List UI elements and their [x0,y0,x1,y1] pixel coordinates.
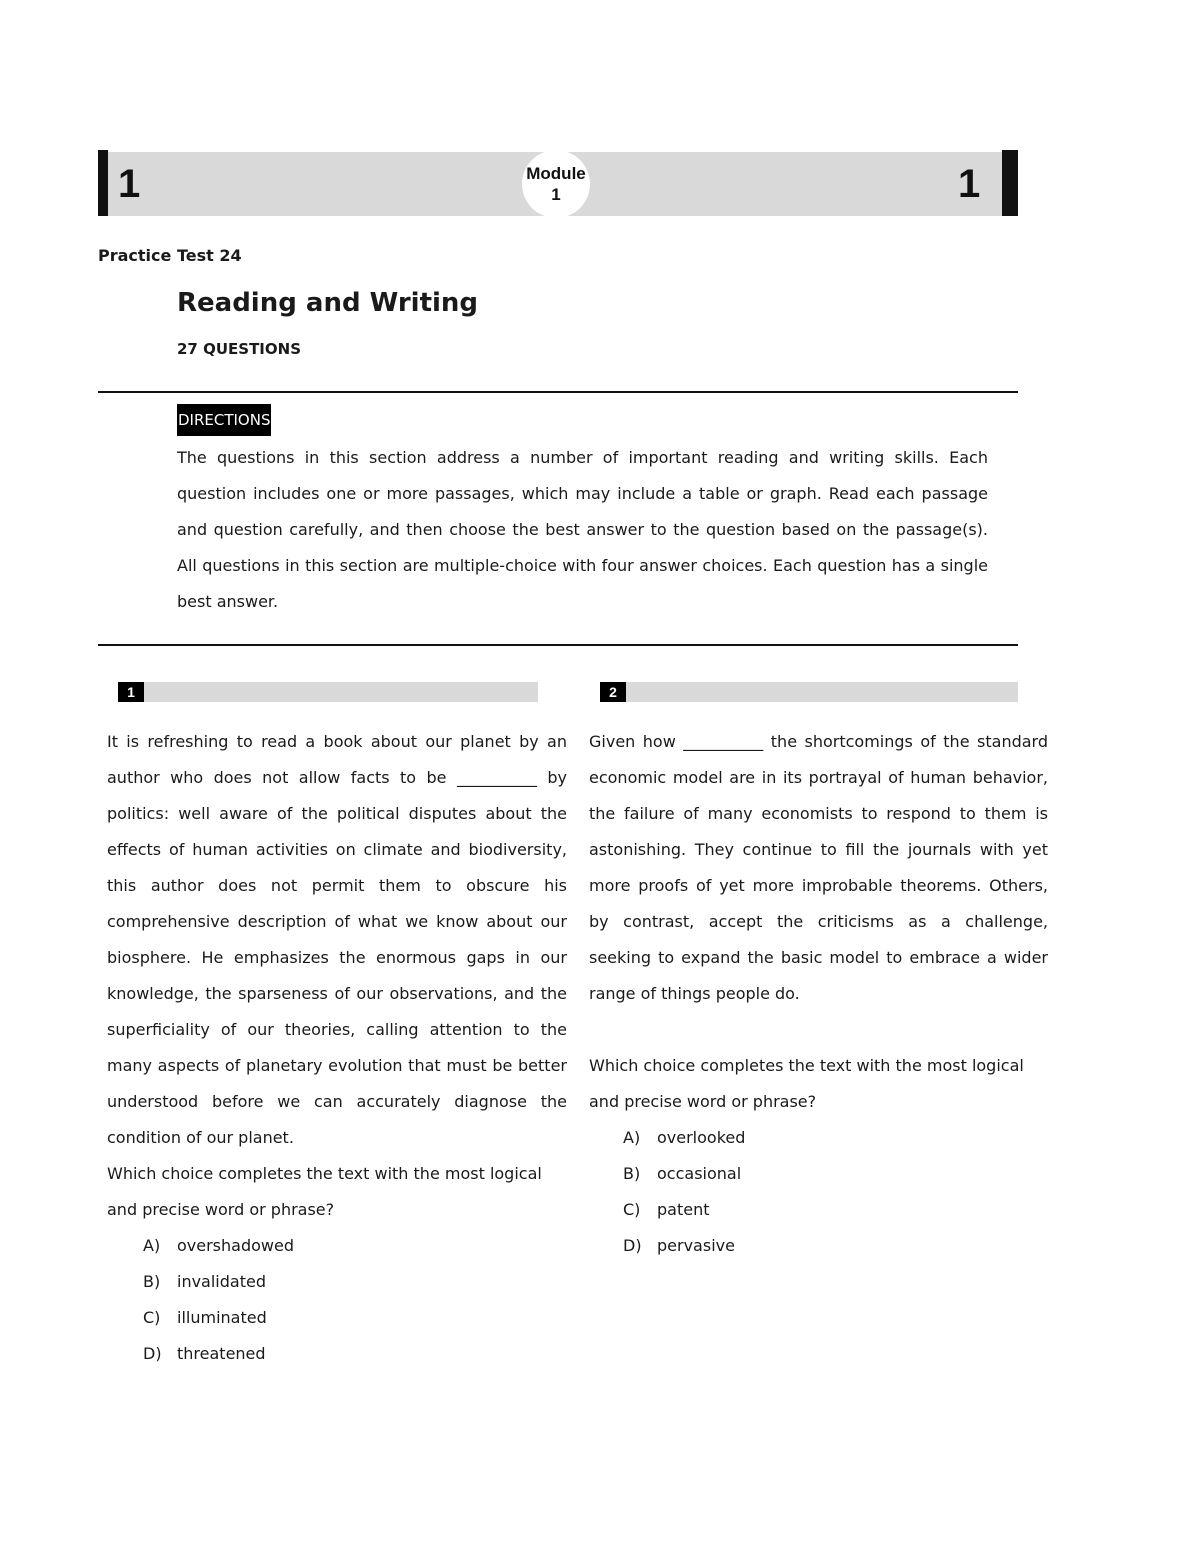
answer-choice-c[interactable] [143,1300,567,1336]
choice-letter: C) [623,1200,641,1219]
choice-letter: A) [143,1236,161,1255]
answer-choice-a[interactable] [143,1228,567,1264]
divider-top [98,391,1018,393]
question-passage: It is refreshing to read a book about our planet by an author who does not allow facts to be __________ by politics: well aware of the political disputes about the effects of human activities on climate and biodiversity, this author does not permit them to obscure his comprehensive description of what we know about our biosphere. He emphasizes the enormous gaps in our knowledge, the sparseness of our observations, and the superficiality of our theories, calling attention to the many aspects of planetary evolution that must be better understood before we can accurately diagnose the condition of our planet. [107,732,567,1147]
module-number: 1 [551,185,561,204]
answer-choices [623,1120,1048,1264]
answer-choice-d[interactable] [143,1336,567,1372]
question-header-bar [118,682,538,702]
question-2-header [600,682,1018,702]
choice-letter: D) [623,1236,642,1255]
choice-text: patent [657,1200,710,1219]
question-count: 27 QUESTIONS [177,340,301,358]
module-word: Module [526,164,586,183]
section-number-right: 1 [958,162,981,206]
answer-choices [143,1228,567,1372]
choice-letter: A) [623,1128,641,1147]
question-prompt: Which choice completes the text with the most logical and precise word or phrase? [107,1164,542,1219]
choice-text: threatened [177,1344,266,1363]
question-passage: Given how __________ the shortcomings of the standard economic model are in its portrayal of human behavior, the failure of many economists to respond to them is astonishing. They continue to fill the journals with yet more proofs of yet more improbable theorems. Others, by contrast, accept the criticisms as a challenge, seeking to expand the basic model to embrace a wider range of things people do. [589,732,1048,1003]
answer-choice-b[interactable] [143,1264,567,1300]
answer-choice-c[interactable] [623,1192,1048,1228]
directions-label: DIRECTIONS [177,404,271,436]
divider-bottom [98,644,1018,646]
question-2 [589,724,1048,1264]
question-number-badge: 1 [118,682,144,702]
choice-letter: B) [623,1164,641,1183]
answer-choice-b[interactable] [623,1156,1048,1192]
choice-text: illuminated [177,1308,267,1327]
module-badge [522,150,590,218]
answer-choice-d[interactable] [623,1228,1048,1264]
question-1 [107,724,567,1372]
header-right-bar [1002,150,1018,216]
answer-choice-a[interactable] [623,1120,1048,1156]
practice-test-label: Practice Test 24 [98,246,242,265]
choice-text: occasional [657,1164,742,1183]
section-title: Reading and Writing [177,288,479,318]
choice-text: invalidated [177,1272,266,1291]
question-header-bar [600,682,1018,702]
choice-letter: D) [143,1344,162,1363]
question-1-header [118,682,538,702]
header-left-bar [98,150,108,216]
question-prompt: Which choice completes the text with the most logical and precise word or phrase? [589,1056,1024,1111]
choice-text: overshadowed [177,1236,294,1255]
directions-text: The questions in this section address a number of important reading and writing skills. Each question includes one or more passages, which may include a table or graph. Read each passage and question carefully, and then choose the best answer to the question based on the passage(s). All questions in this section are multiple-choice with four answer choices. Each question has a single best answer. [177,448,988,611]
choice-text: overlooked [657,1128,746,1147]
choice-letter: B) [143,1272,161,1291]
question-number-badge: 2 [600,682,626,702]
choice-text: pervasive [657,1236,735,1255]
choice-letter: C) [143,1308,161,1327]
section-number-left: 1 [118,162,141,206]
